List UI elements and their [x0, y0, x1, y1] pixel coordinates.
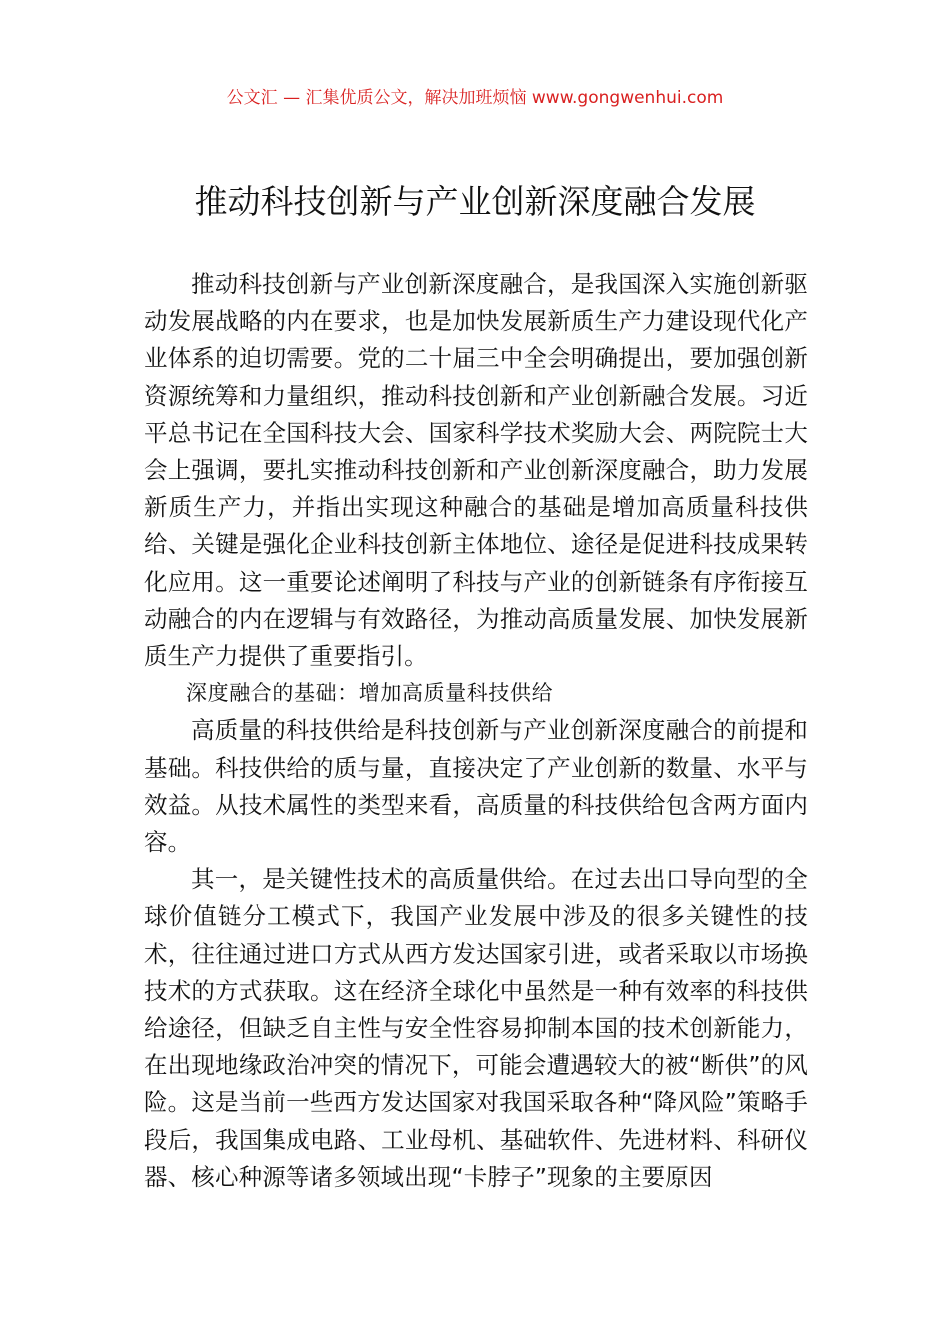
paragraph-intro: 推动科技创新与产业创新深度融合，是我国深入实施创新驱动发展战略的内在要求，也是加快发展新质生产力建设现代化产业体系的迫切需要。党的二十届三中全会明确提出，要加强创新资源统筹和力量组织，推动科技创新和产业创新融合发展。习近平总书记在全国科技大会、国家科学技术奖励大会、两院院士大会上强调，要扎实推动科技创新和产业创新深度融合，助力发展新质生产力，并指出实现这种融合的基础是增加高质量科技供给、关键是强化企业科技创新主体地位、途径是促进科技成果转化应用。这一重要论述阐明了科技与产业的创新链条有序衔接互动融合的内在逻辑与有效路径，为推动高质量发展、加快发展新质生产力提供了重要指引。	[144, 270, 808, 671]
site-header-banner: 公文汇 — 汇集优质公文，解决加班烦恼 www.gongwenhui.com	[226, 88, 724, 108]
document-title: 推动科技创新与产业创新深度融合发展	[194, 182, 756, 221]
paragraph-supply: 高质量的科技供给是科技创新与产业创新深度融合的前提和基础。科技供给的质与量，直接决定了产业创新的数量、水平与效益。从技术属性的类型来看，高质量的科技供给包含两方面内容。	[144, 716, 808, 857]
paragraph-key-tech: 其一，是关键性技术的高质量供给。在过去出口导向型的全球价值链分工模式下，我国产业发展中涉及的很多关键性的技术，往往通过进口方式从西方发达国家引进，或者采取以市场换技术的方式获取。这在经济全球化中虽然是一种有效率的科技供给途径，但缺乏自主性与安全性容易抑制本国的技术创新能力，在出现地缘政治冲突的情况下，可能会遭遇较大的被“断供”的风险。这是当前一些西方发达国家对我国采取各种“降风险”策略手段后，我国集成电路、工业母机、基础软件、先进材料、科研仪器、核心种源等诸多领域出现“卡脖子”现象的主要原因	[144, 865, 808, 1191]
section-heading: 深度融合的基础：增加高质量科技供给	[186, 681, 554, 706]
document-body	[144, 266, 808, 1196]
